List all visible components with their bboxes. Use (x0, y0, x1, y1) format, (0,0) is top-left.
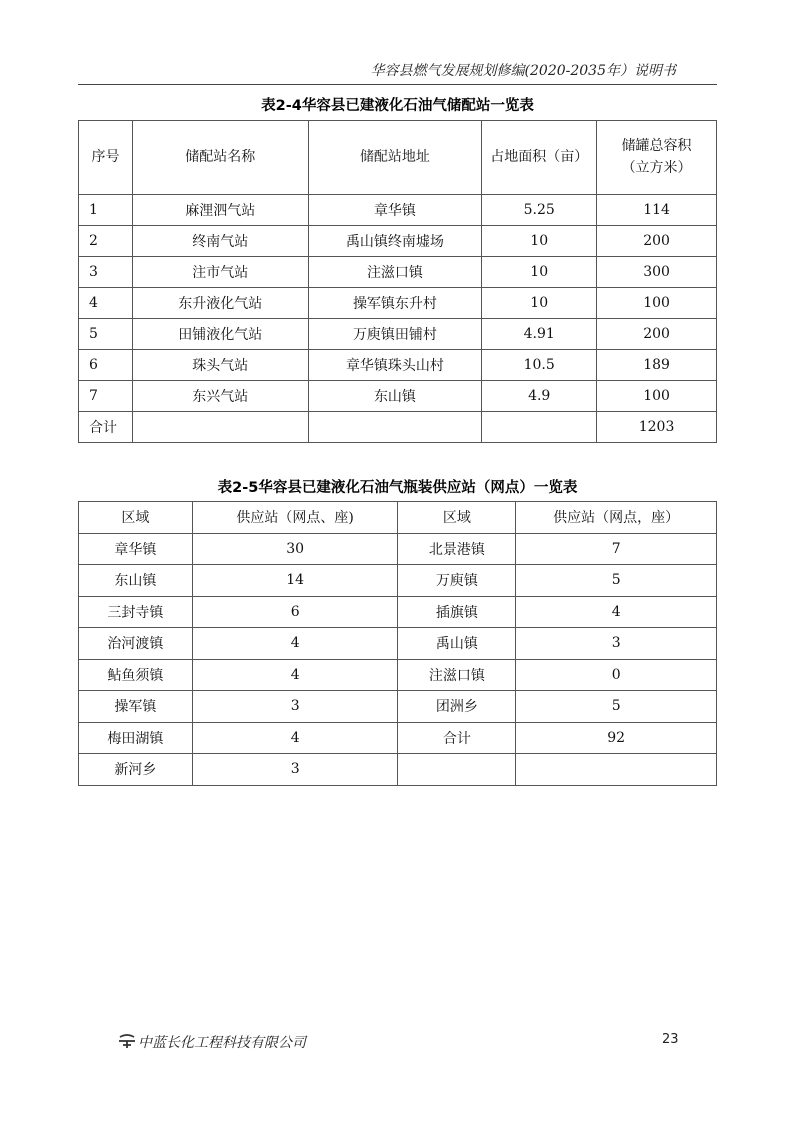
table-row (79, 226, 717, 257)
table-cell: 合计 (398, 722, 516, 754)
table-cell: 6 (79, 350, 133, 381)
table-cell: 4 (192, 628, 398, 660)
table-cell: 鲇鱼须镇 (79, 659, 193, 691)
table-total-row (79, 412, 717, 443)
table-cell: 30 (192, 533, 398, 565)
table-cell: 麻浬泗气站 (132, 195, 308, 226)
header-cell: 储配站名称 (132, 121, 308, 195)
footer-company-name: 中蓝长化工程科技有限公司 (138, 1035, 306, 1051)
table-cell: 新河乡 (79, 754, 193, 786)
table-cell: 注滋口镇 (308, 257, 482, 288)
table-cell (398, 754, 516, 786)
table-cell: 万庾镇 (398, 565, 516, 597)
table-cell: 114 (597, 195, 717, 226)
table-cell: 4.91 (482, 319, 597, 350)
table-cell: 操军镇东升村 (308, 288, 482, 319)
table-cell: 东山镇 (308, 381, 482, 412)
table-cell: 4 (79, 288, 133, 319)
table-cell: 3 (516, 628, 717, 660)
page-number: 23 (662, 1032, 679, 1047)
table-cell: 终南气站 (132, 226, 308, 257)
header-cell-line: （立方米） (621, 159, 692, 176)
table-cell: 3 (192, 754, 398, 786)
table-cell: 5 (516, 691, 717, 723)
table-cell: 10 (482, 257, 597, 288)
table-cell: 0 (516, 659, 717, 691)
table-cell: 10.5 (482, 350, 597, 381)
table-cell: 1 (79, 195, 133, 226)
table-cell: 14 (192, 565, 398, 597)
table-cell: 团洲乡 (398, 691, 516, 723)
table-cell: 珠头气站 (132, 350, 308, 381)
table-cell: 4 (192, 722, 398, 754)
table-cell: 2 (79, 226, 133, 257)
table-row (79, 319, 717, 350)
total-label-cell: 合计 (79, 412, 133, 443)
table-cell: 5 (79, 319, 133, 350)
table-cell: 北景港镇 (398, 533, 516, 565)
header-cell: 区域 (398, 502, 516, 534)
header-cell: 供应站（网点，座） (516, 502, 717, 534)
empty-cell (482, 412, 597, 443)
table-cell: 东山镇 (79, 565, 193, 597)
table-row (79, 288, 717, 319)
table-cell: 189 (597, 350, 717, 381)
document-header-title: 华容县燃气发展规划修编(2020-2035年）说明书 (370, 63, 676, 79)
header-cell: 序号 (79, 121, 133, 195)
table-cell: 章华镇 (308, 195, 482, 226)
table-cell: 田铺液化气站 (132, 319, 308, 350)
company-logo-icon (118, 1033, 136, 1049)
table-cell: 300 (597, 257, 717, 288)
table-cell (516, 754, 717, 786)
table-cell: 10 (482, 226, 597, 257)
header-cell: 供应站（网点、座) (192, 502, 398, 534)
table-cell: 注市气站 (132, 257, 308, 288)
table-row (79, 381, 717, 412)
table-cell: 禹山镇终南墟场 (308, 226, 482, 257)
table-row (79, 659, 717, 691)
table-row (79, 350, 717, 381)
table-cell: 章华镇珠头山村 (308, 350, 482, 381)
table-cell: 10 (482, 288, 597, 319)
table-row (79, 257, 717, 288)
lpg-storage-stations-table (78, 120, 717, 443)
table-cell: 4 (192, 659, 398, 691)
table-row (79, 596, 717, 628)
table-cell: 操军镇 (79, 691, 193, 723)
total-value-cell: 1203 (597, 412, 717, 443)
header-divider (78, 84, 717, 85)
table-cell: 200 (597, 319, 717, 350)
table-row (79, 691, 717, 723)
empty-cell (308, 412, 482, 443)
table-cell: 7 (516, 533, 717, 565)
table-cell: 3 (192, 691, 398, 723)
table-cell: 3 (79, 257, 133, 288)
header-cell (597, 121, 717, 195)
table-cell: 5 (516, 565, 717, 597)
table-cell: 万庾镇田铺村 (308, 319, 482, 350)
table2-caption: 表2-5华容县已建液化石油气瓶装供应站（网点）一览表 (217, 480, 578, 496)
header-cell: 区域 (79, 502, 193, 534)
table-cell: 200 (597, 226, 717, 257)
table-row (79, 628, 717, 660)
table-cell: 东升液化气站 (132, 288, 308, 319)
table-cell: 梅田湖镇 (79, 722, 193, 754)
table1-caption: 表2-4华容县已建液化石油气储配站一览表 (261, 98, 534, 114)
header-cell: 占地面积（亩） (482, 121, 597, 195)
header-cell: 储配站地址 (308, 121, 482, 195)
table-row (79, 533, 717, 565)
table-cell: 4 (516, 596, 717, 628)
table-cell: 7 (79, 381, 133, 412)
table-cell: 禹山镇 (398, 628, 516, 660)
header-cell-line: 储罐总容积 (621, 137, 692, 154)
table-cell: 注滋口镇 (398, 659, 516, 691)
table-cell: 插旗镇 (398, 596, 516, 628)
table-row (79, 565, 717, 597)
table-cell: 东兴气站 (132, 381, 308, 412)
table-cell: 治河渡镇 (79, 628, 193, 660)
table-header-row (79, 121, 717, 195)
table-cell: 5.25 (482, 195, 597, 226)
table-cell: 章华镇 (79, 533, 193, 565)
table-header-row (79, 502, 717, 534)
table-cell: 三封寺镇 (79, 596, 193, 628)
table-row (79, 195, 717, 226)
table-row (79, 754, 717, 786)
empty-cell (132, 412, 308, 443)
table-cell: 100 (597, 381, 717, 412)
table-row (79, 722, 717, 754)
lpg-supply-points-table (78, 501, 717, 786)
table-cell: 6 (192, 596, 398, 628)
table-cell: 100 (597, 288, 717, 319)
table-cell: 4.9 (482, 381, 597, 412)
table-cell: 92 (516, 722, 717, 754)
